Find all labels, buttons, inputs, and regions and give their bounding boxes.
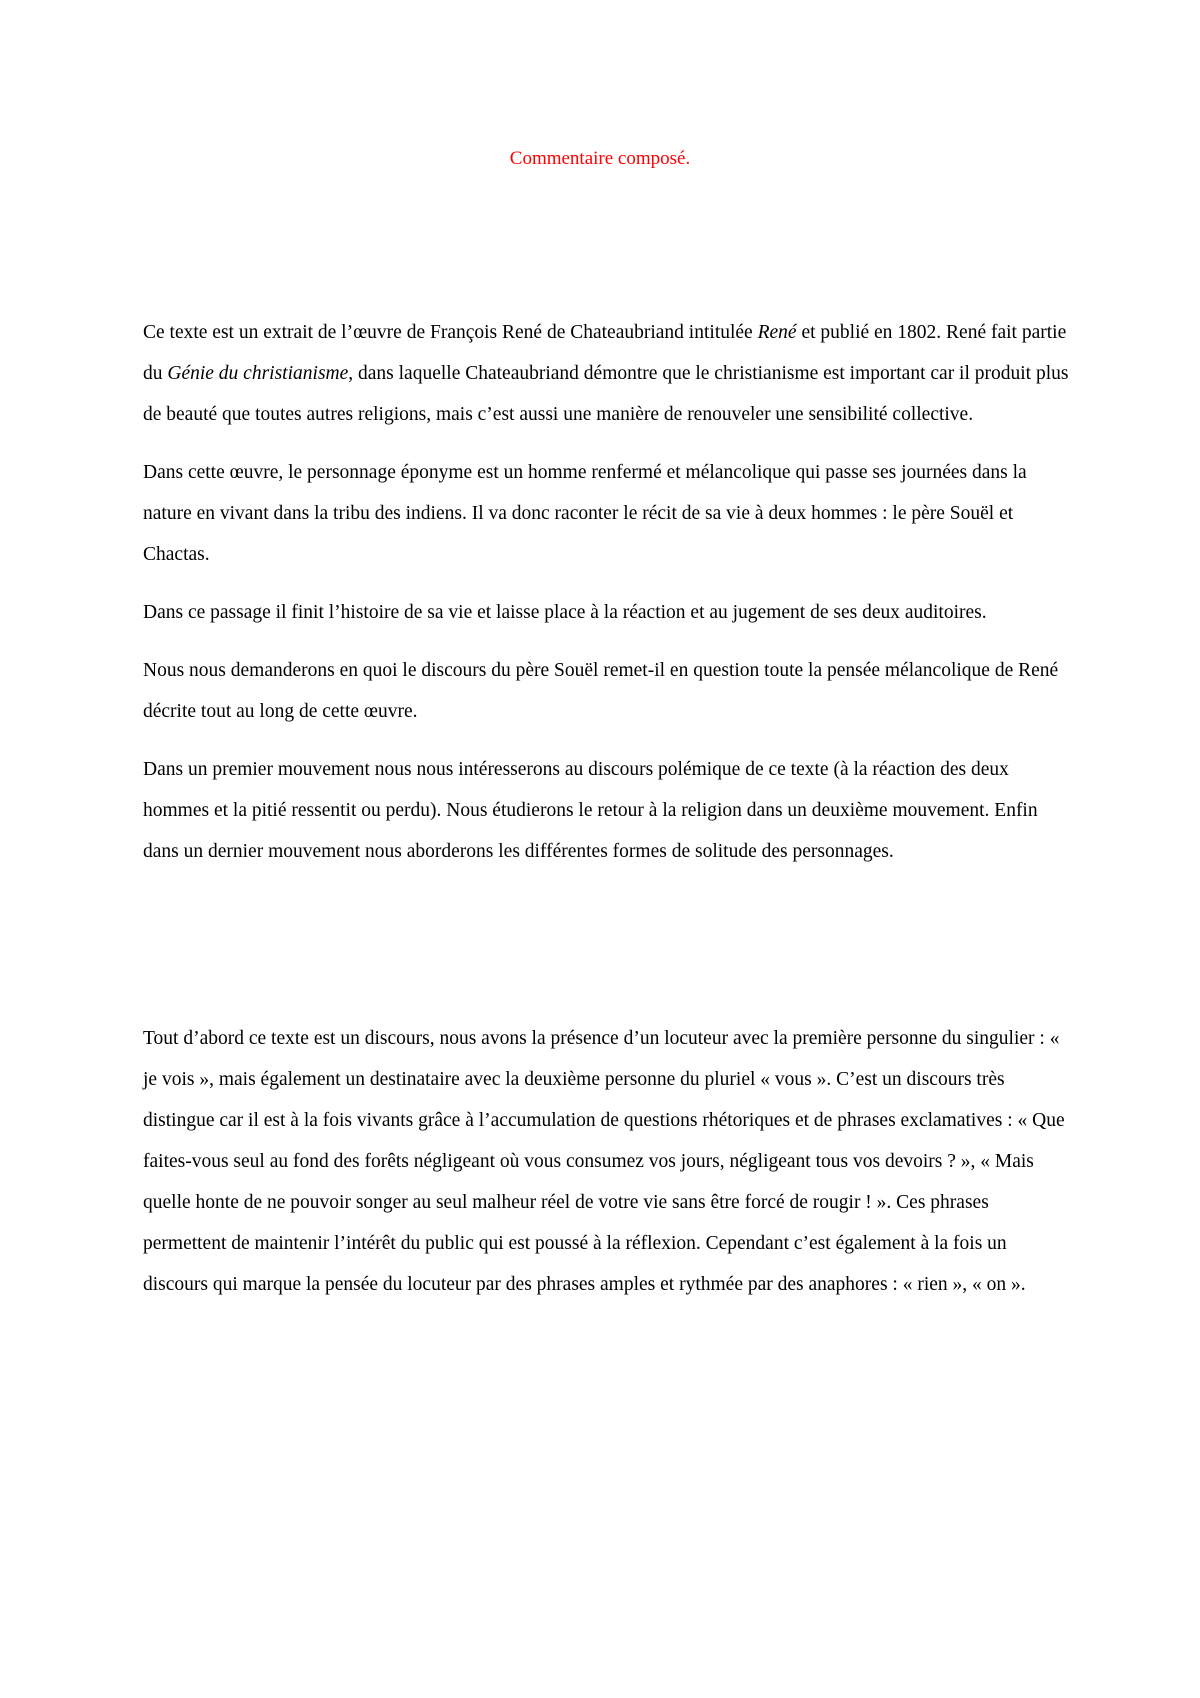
document-body [143, 312, 1073, 1322]
document-title: Commentaire composé. [509, 148, 691, 169]
paragraph-passage: Dans ce passage il finit l’histoire de sa vie et laisse place à la réaction et au jugement de ses deux auditoires. [143, 602, 987, 623]
paragraph-problematic: Nous nous demanderons en quoi le discours du père Souël remet-il en question toute la pensée mélancolique de René décrite tout au long de cette œuvre. [143, 660, 1059, 722]
paragraph-text: Ce texte est un extrait de l’œuvre de François René de Chateaubriand intitulée [143, 322, 758, 343]
paragraph-first-part: Tout d’abord ce texte est un discours, nous avons la présence d’un locuteur avec la première personne du singulier : « je vois », mais également un destinataire avec la deuxième personne du pluriel « vous ». C’est un discours très distingue car il est à la fois vivants grâce à l’accumulation de questions rhétoriques et de phrases exclamatives : « Que faites-vous seul au fond des forêts négligeant où vous consumez vos jours, négligeant tous vos devoirs ? », « Mais quelle honte de ne pouvoir songer au seul malheur réel de votre vie sans être forcé de rougir ! ». Ces phrases permettent de maintenir l’intérêt du public qui est poussé à la réflexion. Cependant c’est également à la fois un discours qui marque la pensée du locuteur par des phrases amples et rythmée par des anaphores : « rien », « on ». [143, 1028, 1065, 1295]
italic-work-title: Génie du christianisme [167, 363, 349, 384]
paragraph-text: et publié en 1802. René fait partie du [143, 322, 1067, 384]
paragraph-introduction [143, 312, 1073, 435]
paragraph-text: , dans laquelle Chateaubriand démontre que le christianisme est important car il produit plus de beauté que toutes autres religions, mais c’est aussi une manière de renouveler une sensibilité collective. [143, 363, 1069, 425]
italic-work-title: René [757, 322, 797, 343]
paragraph-context: Dans cette œuvre, le personnage éponyme est un homme renfermé et mélancolique qui passe ses journées dans la nature en vivant dans la tribu des indiens. Il va donc raconter le récit de sa vie à deux hommes : le père Souël et Chactas. [143, 462, 1027, 565]
paragraph-plan: Dans un premier mouvement nous nous intéresserons au discours polémique de ce texte (à la réaction des deux hommes et la pitié ressentit ou perdu). Nous étudierons le retour à la religion dans un deuxième mouvement. Enfin dans un dernier mouvement nous aborderons les différentes formes de solitude des personnages. [143, 759, 1038, 862]
